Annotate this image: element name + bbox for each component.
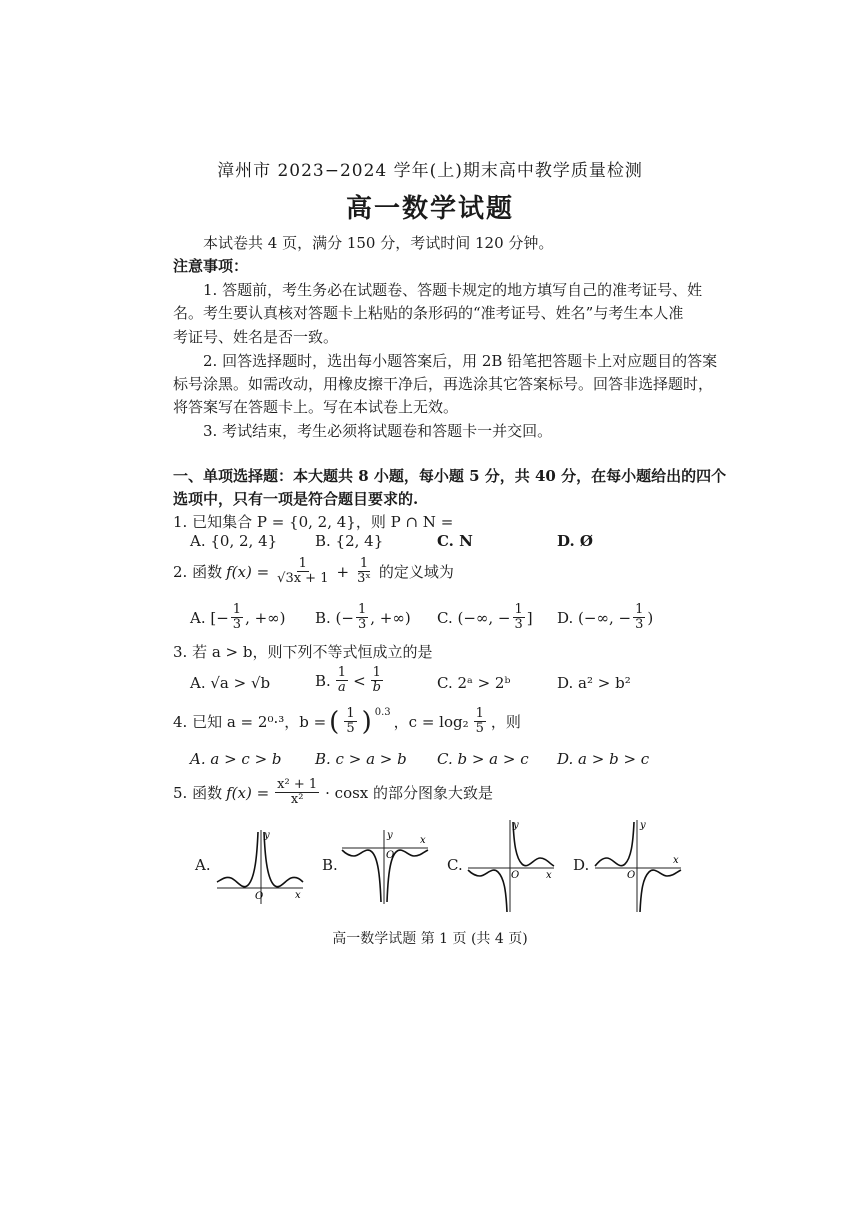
- graph-curve-right: [513, 822, 554, 866]
- q2-fraction-1: [275, 557, 330, 586]
- frac-num: 1: [346, 706, 355, 721]
- q3-option-c: C. 2ᵃ > 2ᵇ: [437, 674, 511, 692]
- frac-num: 1: [337, 665, 347, 680]
- q5-number: 5. 函数: [173, 784, 223, 802]
- frac-num: 1: [514, 602, 523, 617]
- q5-func: f(x) =: [226, 783, 270, 802]
- q5-graph-b: [340, 826, 430, 906]
- notice-line: 名。考生要认真核对答题卡上粘贴的条形码的“准考证号、姓名”与考生本人准: [173, 304, 684, 322]
- frac-den: 5: [346, 721, 355, 736]
- graph-origin: O: [386, 850, 395, 861]
- q2-opt-a-frac: [231, 603, 243, 632]
- frac-den: 3: [357, 617, 367, 632]
- q2-tail: 的定义域为: [378, 563, 454, 581]
- frac-num: 1: [372, 665, 381, 680]
- question-1-stem: 1. 已知集合 P = {0, 2, 4}，则 P ∩ N =: [173, 513, 454, 531]
- q4-c-frac: [474, 707, 486, 736]
- q1-option-a: A. {0, 2, 4}: [190, 532, 278, 550]
- frac-num: 1: [635, 602, 644, 617]
- q5-fraction: [275, 778, 319, 807]
- q4-paren-frac: [344, 707, 356, 736]
- graph-y-label: y: [513, 820, 519, 831]
- q4-tail: ，则: [490, 713, 521, 731]
- intro-text: 本试卷共 4 页，满分 150 分，考试时间 120 分钟。: [203, 234, 554, 252]
- graph-x-label: x: [546, 870, 552, 881]
- frac-den: a: [338, 680, 346, 695]
- q2-opt-d-right: ): [647, 608, 654, 627]
- q4-option-a: A. a > c > b: [190, 750, 282, 768]
- section-heading: 一、单项选择题：本大题共 8 小题，每小题 5 分，共 40 分，在每小题给出的四个: [173, 467, 727, 485]
- frac-den: 3: [514, 617, 523, 632]
- q3-opt-b-label: B.: [315, 671, 331, 690]
- q2-frac2-num: 1: [359, 556, 369, 571]
- q5-graph-label-a: A.: [195, 856, 211, 874]
- q3-opt-b-frac-1: [336, 666, 348, 695]
- q4-option-c: C. b > a > c: [437, 750, 529, 768]
- graph-y-label: y: [264, 830, 270, 841]
- notice-line: 1. 答题前，考生务必在试题卷、答题卡规定的地方填写自己的准考证号、姓: [203, 281, 703, 299]
- q4-stem-left: 4. 已知 a = 2⁰·³，b =: [173, 713, 327, 731]
- q3-opt-b-lt: <: [353, 671, 366, 690]
- graph-y-label: y: [640, 820, 646, 831]
- page-title: 高一数学试题: [345, 194, 514, 224]
- q4-option-d: D. a > b > c: [557, 750, 650, 768]
- frac-num: 1: [475, 706, 484, 721]
- notice-line: 将答案写在答题卡上。写在本试卷上无效。: [173, 398, 459, 416]
- q5-frac-den: x²: [290, 792, 304, 807]
- q2-plus: +: [336, 562, 350, 581]
- graph-curve-left: [217, 832, 258, 887]
- notice-line: 2. 回答选择题时，选出每小题答案后，用 2B 铅笔把答题卡上对应题目的答案: [203, 352, 718, 370]
- frac-den: 3: [635, 617, 644, 632]
- page-footer: 高一数学试题 第 1 页 (共 4 页): [332, 931, 528, 947]
- frac-den: b: [372, 680, 381, 695]
- q4-c-part: ，c = log₂: [393, 713, 469, 731]
- q2-opt-a-left: A. [−: [190, 608, 229, 627]
- notice-line: 3. 考试结束，考生必须将试题卷和答题卡一并交回。: [203, 422, 553, 440]
- graph-origin: O: [627, 870, 636, 881]
- q5-graph-label-d: D.: [573, 856, 590, 874]
- frac-num: 1: [232, 602, 242, 617]
- graph-x-label: x: [420, 835, 426, 846]
- q2-opt-a-right: , +∞): [245, 608, 286, 627]
- section-heading: 选项中，只有一项是符合题目要求的.: [173, 490, 419, 508]
- q2-frac1-num: 1: [298, 556, 307, 571]
- q4-paren-close: ): [361, 706, 372, 737]
- q5-tail: · cosx 的部分图象大致是: [325, 784, 494, 802]
- q5-graph-label-c: C.: [447, 856, 463, 874]
- exam-header: 漳州市 2023−2024 学年(上)期末高中教学质量检测: [217, 161, 643, 181]
- graph-curve-right: [640, 870, 681, 912]
- frac-num: 1: [357, 602, 367, 617]
- graph-curve-right: [264, 832, 303, 887]
- graph-curve-left: [468, 870, 507, 912]
- q2-opt-b-frac: [356, 603, 368, 632]
- question-5-stem: [173, 778, 493, 807]
- graph-origin: O: [511, 870, 520, 881]
- q2-frac2-den: 3ˣ: [357, 571, 371, 586]
- q1-option-b: B. {2, 4}: [315, 532, 384, 550]
- q2-opt-b-right: , +∞): [370, 608, 411, 627]
- question-2-stem: [173, 557, 454, 586]
- q4-exponent: 0.3: [374, 707, 391, 718]
- graph-y-label: y: [387, 830, 393, 841]
- q2-opt-b-left: B. (−: [315, 608, 354, 627]
- q2-option-d: [557, 603, 653, 632]
- q2-opt-c-right: ]: [526, 608, 533, 627]
- q3-option-d: D. a² > b²: [557, 674, 631, 692]
- q3-option-b: [315, 666, 385, 695]
- q5-graph-a: [215, 826, 305, 906]
- graph-x-label: x: [295, 890, 301, 901]
- frac-den: 5: [475, 721, 484, 736]
- q5-graph-d: [593, 818, 683, 914]
- q2-option-b: [315, 603, 411, 632]
- q2-opt-c-left: C. (−∞, −: [437, 608, 511, 627]
- q2-option-c: [437, 603, 533, 632]
- question-3-stem: 3. 若 a > b，则下列不等式恒成立的是: [173, 643, 433, 661]
- notice-label: 注意事项：: [173, 257, 249, 275]
- q4-option-b: B. c > a > b: [315, 750, 407, 768]
- q5-graph-label-b: B.: [322, 856, 338, 874]
- graph-curve-left: [595, 822, 634, 866]
- q2-opt-d-frac: [633, 603, 645, 632]
- graph-origin: O: [255, 891, 264, 902]
- q5-frac-num: x² + 1: [277, 777, 318, 792]
- q5-graph-c: [466, 818, 556, 914]
- q3-option-a: A. √a > √b: [190, 674, 271, 692]
- frac-den: 3: [232, 617, 242, 632]
- q1-option-c: C. N: [437, 532, 473, 550]
- graph-x-label: x: [673, 855, 679, 866]
- q2-opt-d-left: D. (−∞, −: [557, 608, 632, 627]
- q4-paren-open: (: [329, 706, 340, 737]
- q2-option-a: [190, 603, 286, 632]
- q2-number: 2. 函数: [173, 563, 223, 581]
- q1-option-d: D. Ø: [557, 532, 593, 550]
- q2-fraction-2: [355, 557, 373, 586]
- graph-curve-left: [342, 850, 381, 902]
- question-4-stem: [173, 707, 521, 736]
- notice-line: 标号涂黑。如需改动，用橡皮擦干净后，再选涂其它答案标号。回答非选择题时，: [173, 375, 714, 393]
- q3-opt-b-frac-2: [371, 666, 383, 695]
- q2-opt-c-frac: [513, 603, 525, 632]
- notice-line: 考证号、姓名是否一致。: [173, 328, 339, 346]
- q2-func: f(x) =: [226, 562, 270, 581]
- q2-frac1-den: √3x + 1: [277, 571, 329, 586]
